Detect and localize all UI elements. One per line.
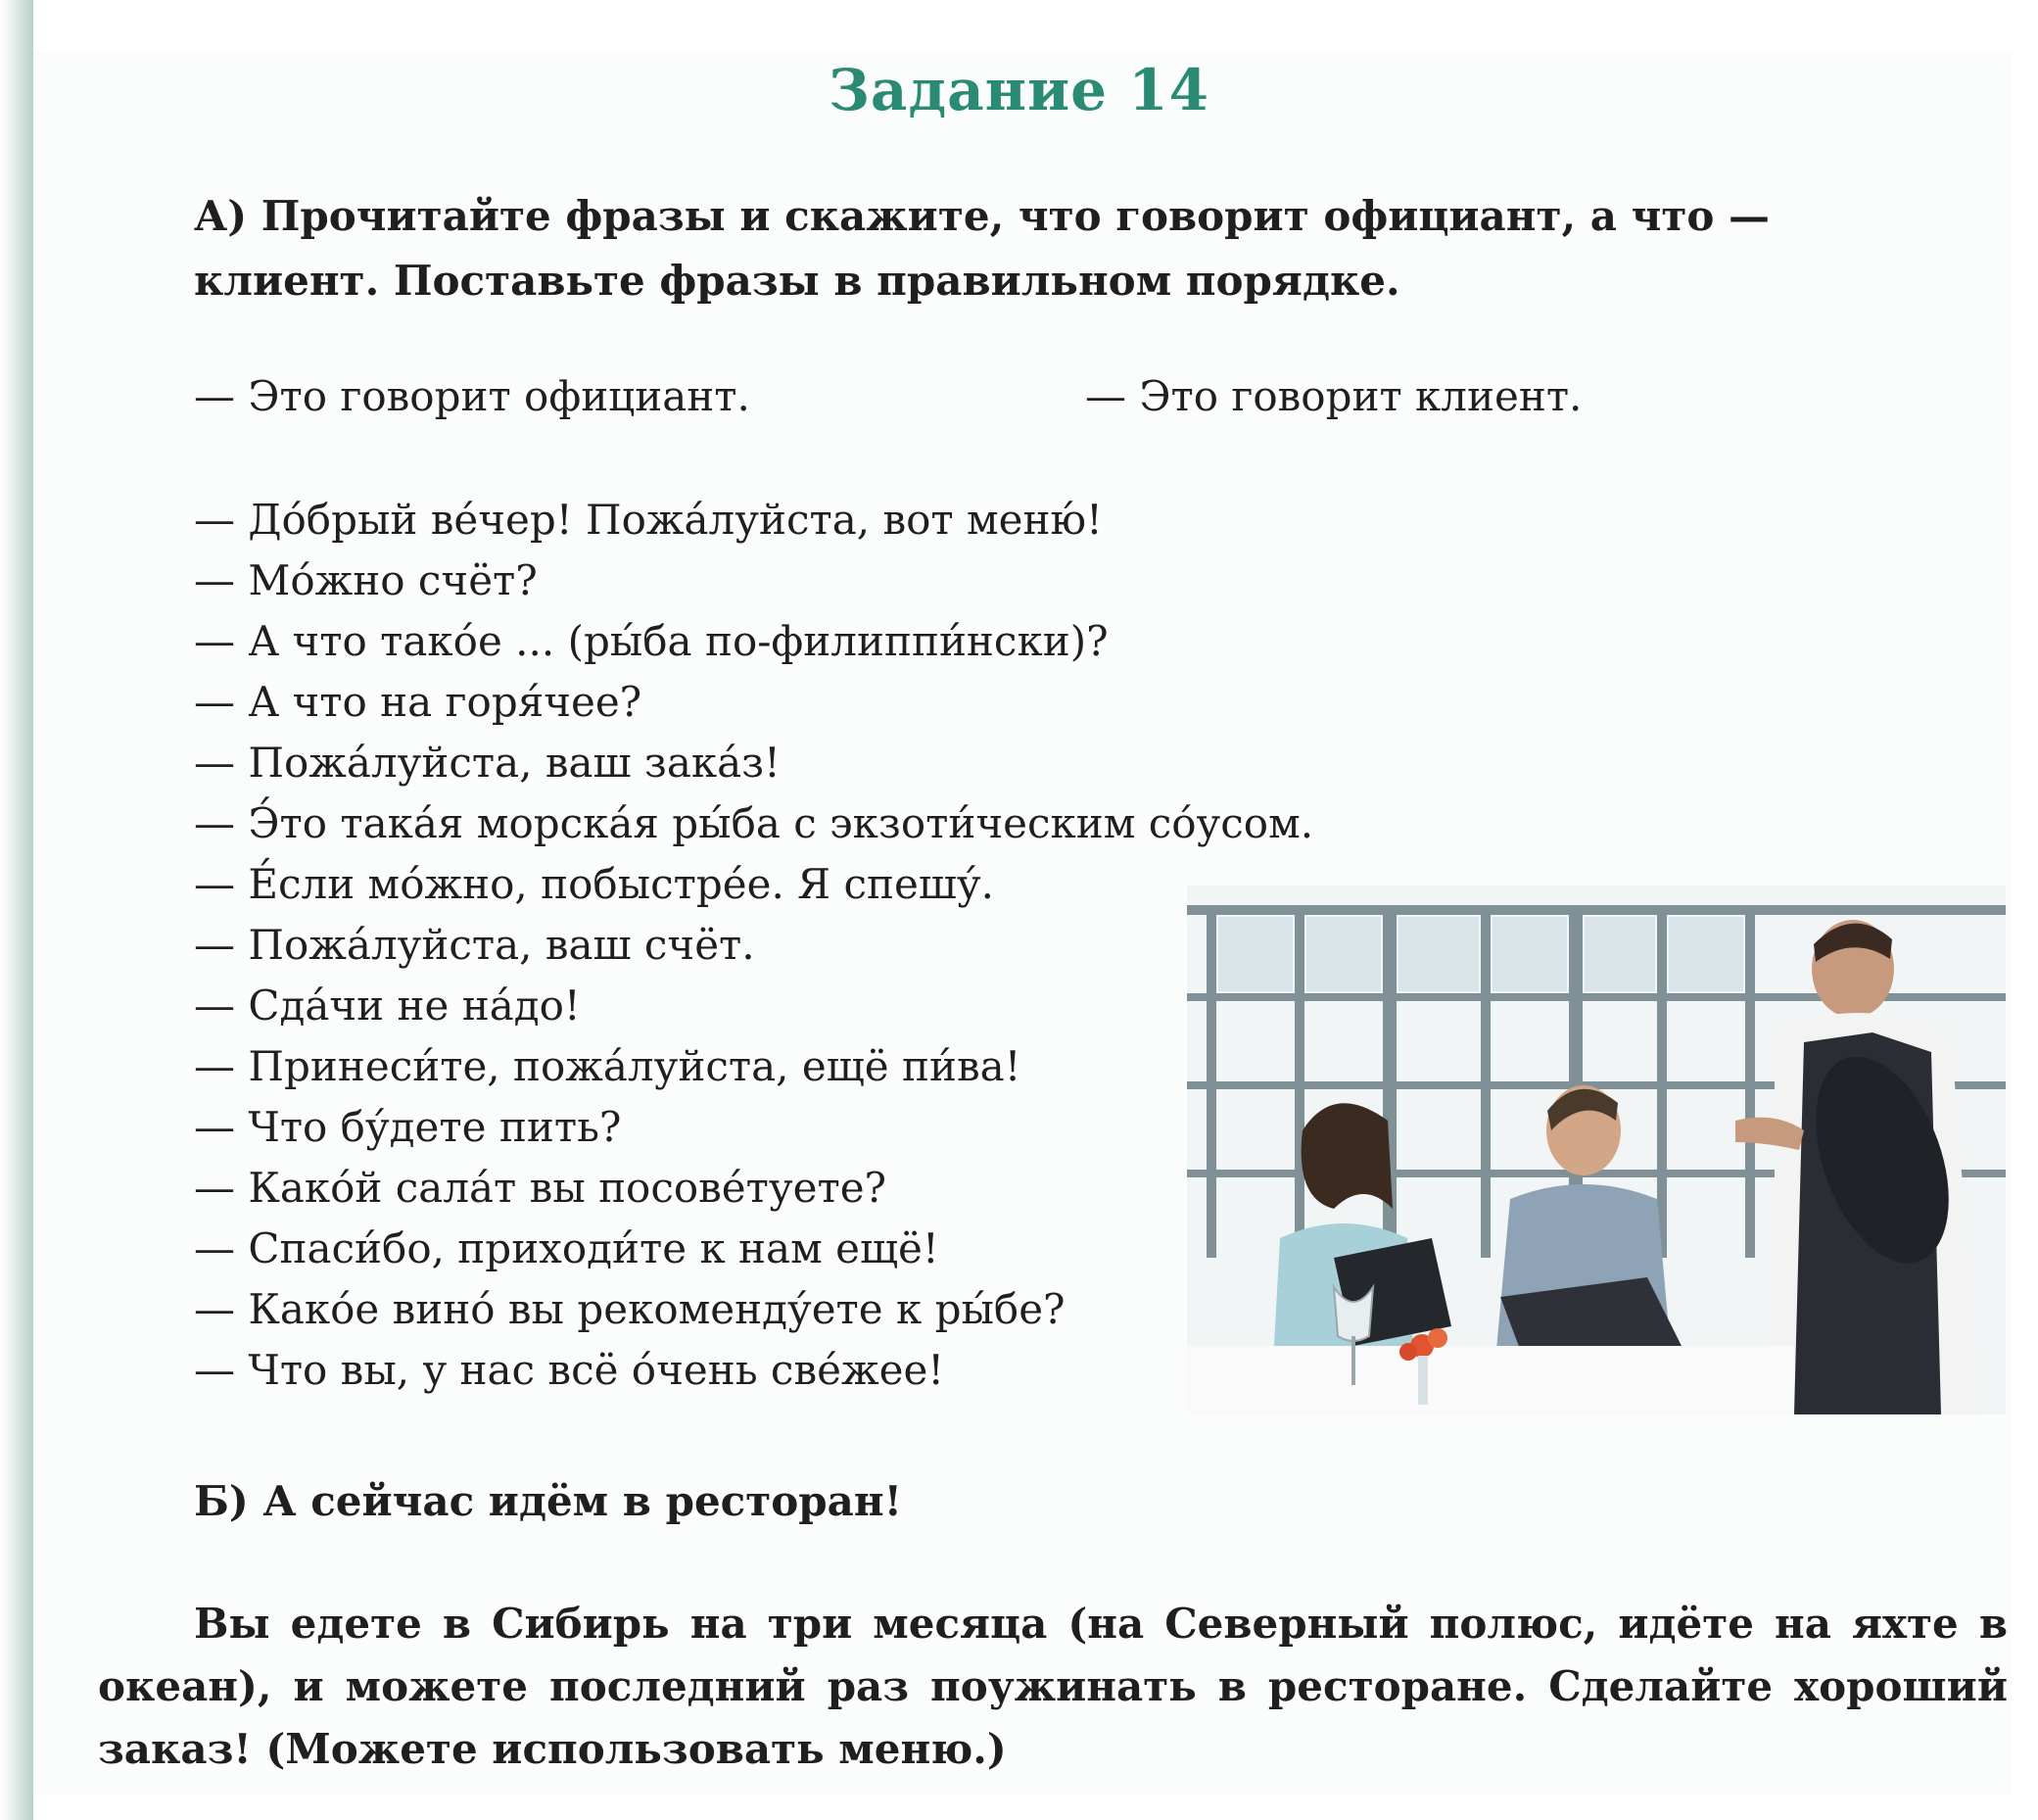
phrase-list	[194, 490, 1313, 1401]
phrase-item: — Э́то така́я морска́я ры́ба с экзоти́ческим со́усом.	[194, 799, 1314, 847]
page-title: Задание 14	[829, 57, 1209, 123]
phrase-item: — А что тако́е ... (ры́ба по-филиппи́нски)?	[194, 617, 1109, 665]
restaurant-photo	[1187, 886, 2006, 1414]
role-waiter: — Это говорит официант.	[194, 372, 750, 420]
scan-edge	[0, 0, 33, 1820]
phrase-item: — Како́й сала́т вы посове́туете?	[194, 1164, 887, 1212]
phrase-item: — Что бу́дете пить?	[194, 1103, 622, 1151]
task-a-instruction: А) Прочитайте фразы и скажите, что говорит официант, а что — клиент. Поставьте фразы в правильном порядке.	[194, 192, 1771, 305]
phrase-item: — Сда́чи не на́до!	[194, 982, 581, 1030]
role-client: — Это говорит клиент.	[1085, 372, 1583, 420]
phrase-item: — Принеси́те, пожа́луйста, ещё пи́ва!	[194, 1042, 1021, 1090]
phrase-item: — А что на горя́чее?	[194, 678, 642, 726]
phrase-item: — Е́сли мо́жно, побыстре́е. Я спешу́.	[194, 860, 994, 908]
phrase-item: — Пожа́луйста, ваш зака́з!	[194, 739, 781, 787]
phrase-item: — До́брый ве́чер! Пожа́луйста, вот меню́!	[194, 496, 1103, 544]
phrase-item: — Како́е вино́ вы рекоменду́ете к ры́бе?	[194, 1285, 1066, 1333]
phrase-item: — Пожа́луйста, ваш счёт.	[194, 921, 755, 969]
phrase-item: — Спаси́бо, приходи́те к нам ещё!	[194, 1224, 939, 1272]
phrase-item: — Что вы, у нас всё о́чень све́жее!	[194, 1346, 945, 1394]
phrase-item: — Мо́жно счёт?	[194, 556, 538, 604]
task-b-heading: Б) А сейчас идём в ресторан!	[194, 1477, 903, 1525]
task-b-paragraph: Вы едете в Сибирь на три месяца (на Северный полюс, идёте на яхте в океан), и можете последний раз поужинать в ресторане. Сделайте хороший заказ! (Можете использовать меню.)	[98, 1600, 2008, 1773]
